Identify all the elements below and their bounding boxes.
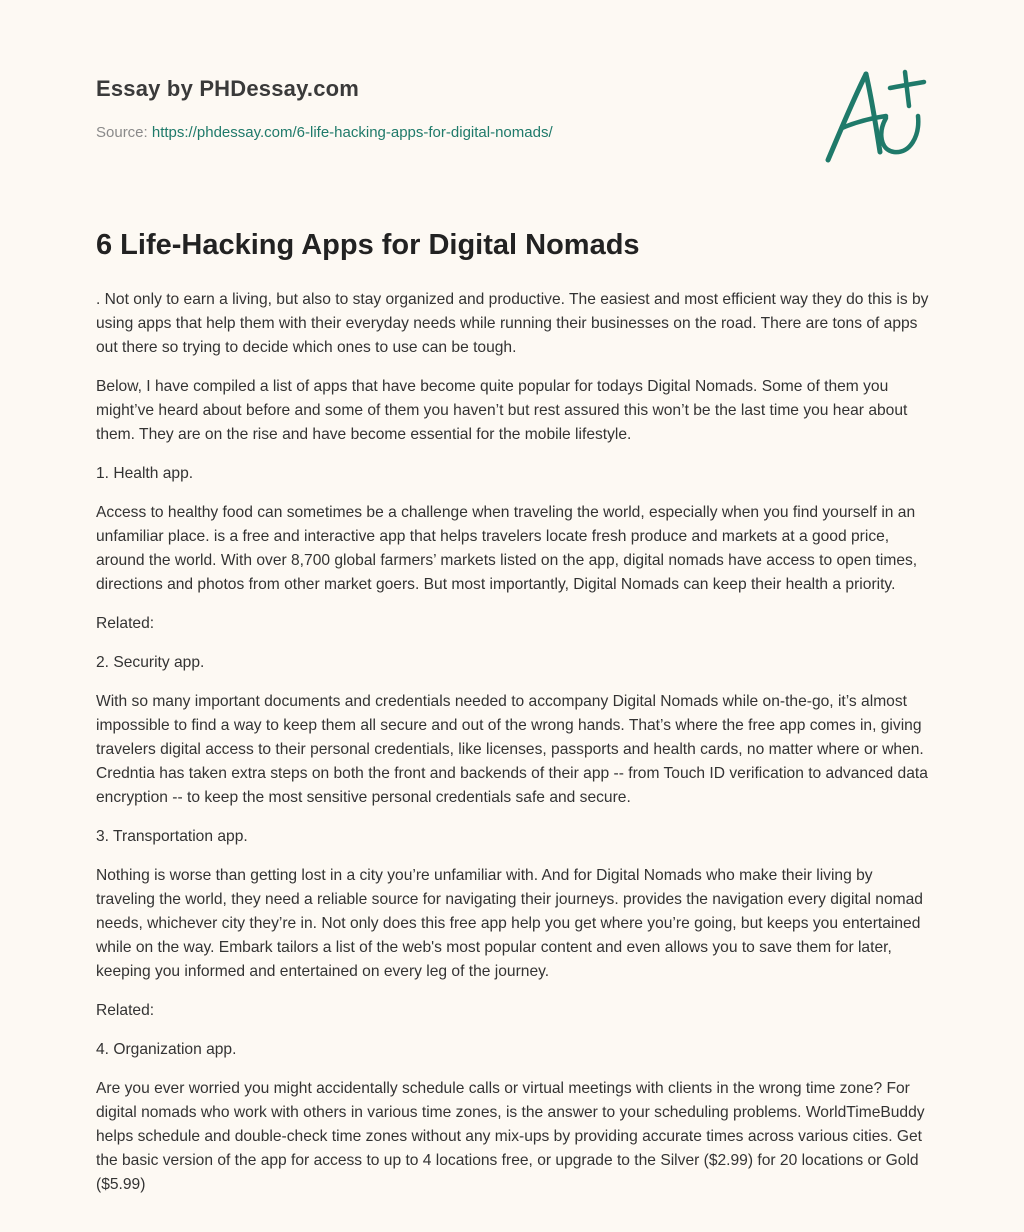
organization-paragraph: Are you ever worried you might accidentally schedule calls or virtual meetings with clients in the wrong time zone? For digital nomads who work with others in various time zones, is the answer to your scheduling problems. WorldTimeBuddy helps schedule and double-check time zones without any mix-ups by providing accurate times across various cities. Get the basic version of the app for access to up to 4 locations free, or upgrade to the Silver ($2.99) for 20 locations or Gold ($5.99) xyxy=(96,1080,925,1193)
related-label: Related: xyxy=(96,615,155,632)
section-heading-security: 2. Security app. xyxy=(96,654,205,671)
list-intro-paragraph: Below, I have compiled a list of apps that have become quite popular for todays Digital Nomads. Some of them you might’ve heard about before and some of them you haven’t but rest assured this won’t be the last time you hear about them. They are on the rise and have become essential for the mobile lifestyle. xyxy=(96,378,908,443)
section-heading-organization: 4. Organization app. xyxy=(96,1041,237,1058)
related-label: Related: xyxy=(96,1002,155,1019)
a-plus-grade-icon xyxy=(822,66,928,166)
health-paragraph: Access to healthy food can sometimes be a challenge when traveling the world, especially when you find yourself in an unfamiliar place. is a free and interactive app that helps travelers locate fresh produce and markets at a good price, around the world. With over 8,700 global farmers’ markets listed on the app, digital nomads have access to open times, directions and photos from other market goers. But most importantly, Digital Nomads can keep their health a priority. xyxy=(96,504,918,593)
section-heading-transportation: 3. Transportation app. xyxy=(96,828,248,845)
transportation-paragraph: Nothing is worse than getting lost in a city you’re unfamiliar with. And for Digital Nomads who make their living by traveling the world, they need a reliable source for navigating their journeys. provides the navigation every digital nomad needs, whichever city they’re in. Not only does this free app help you get where you’re going, but keeps you entertained while on the way. Embark tailors a list of the web's most popular content and even allows you to save them for later, keeping you informed and entertained on every leg of the journey. xyxy=(96,867,923,980)
site-brand: Essay by PHDessay.com xyxy=(96,76,360,101)
essay-article xyxy=(96,226,931,1212)
essay-title: 6 Life-Hacking Apps for Digital Nomads xyxy=(96,229,640,261)
security-paragraph: With so many important documents and credentials needed to accompany Digital Nomads while on-the-go, it’s almost impossible to find a way to keep them all secure and out of the wrong hands. That’s where the free app comes in, giving travelers digital access to their personal credentials, like licenses, passports and health cards, no matter where or when. Credntia has taken extra steps on both the front and backends of their app -- from Touch ID verification to advanced data encryption -- to keep the most sensitive personal credentials safe and secure. xyxy=(96,693,928,806)
source-link[interactable]: https://phdessay.com/6-life-hacking-apps-for-digital-nomads/ xyxy=(151,124,553,141)
section-heading-health: 1. Health app. xyxy=(96,465,194,482)
page-header xyxy=(96,76,928,141)
source-line xyxy=(96,124,553,141)
source-label: Source: xyxy=(96,124,152,141)
intro-paragraph: . Not only to earn a living, but also to stay organized and productive. The easiest and most efficient way they do this is by using apps that help them with their everyday needs while running their businesses on the road. There are tons of apps out there so trying to decide which ones to use can be tough. xyxy=(96,291,929,356)
